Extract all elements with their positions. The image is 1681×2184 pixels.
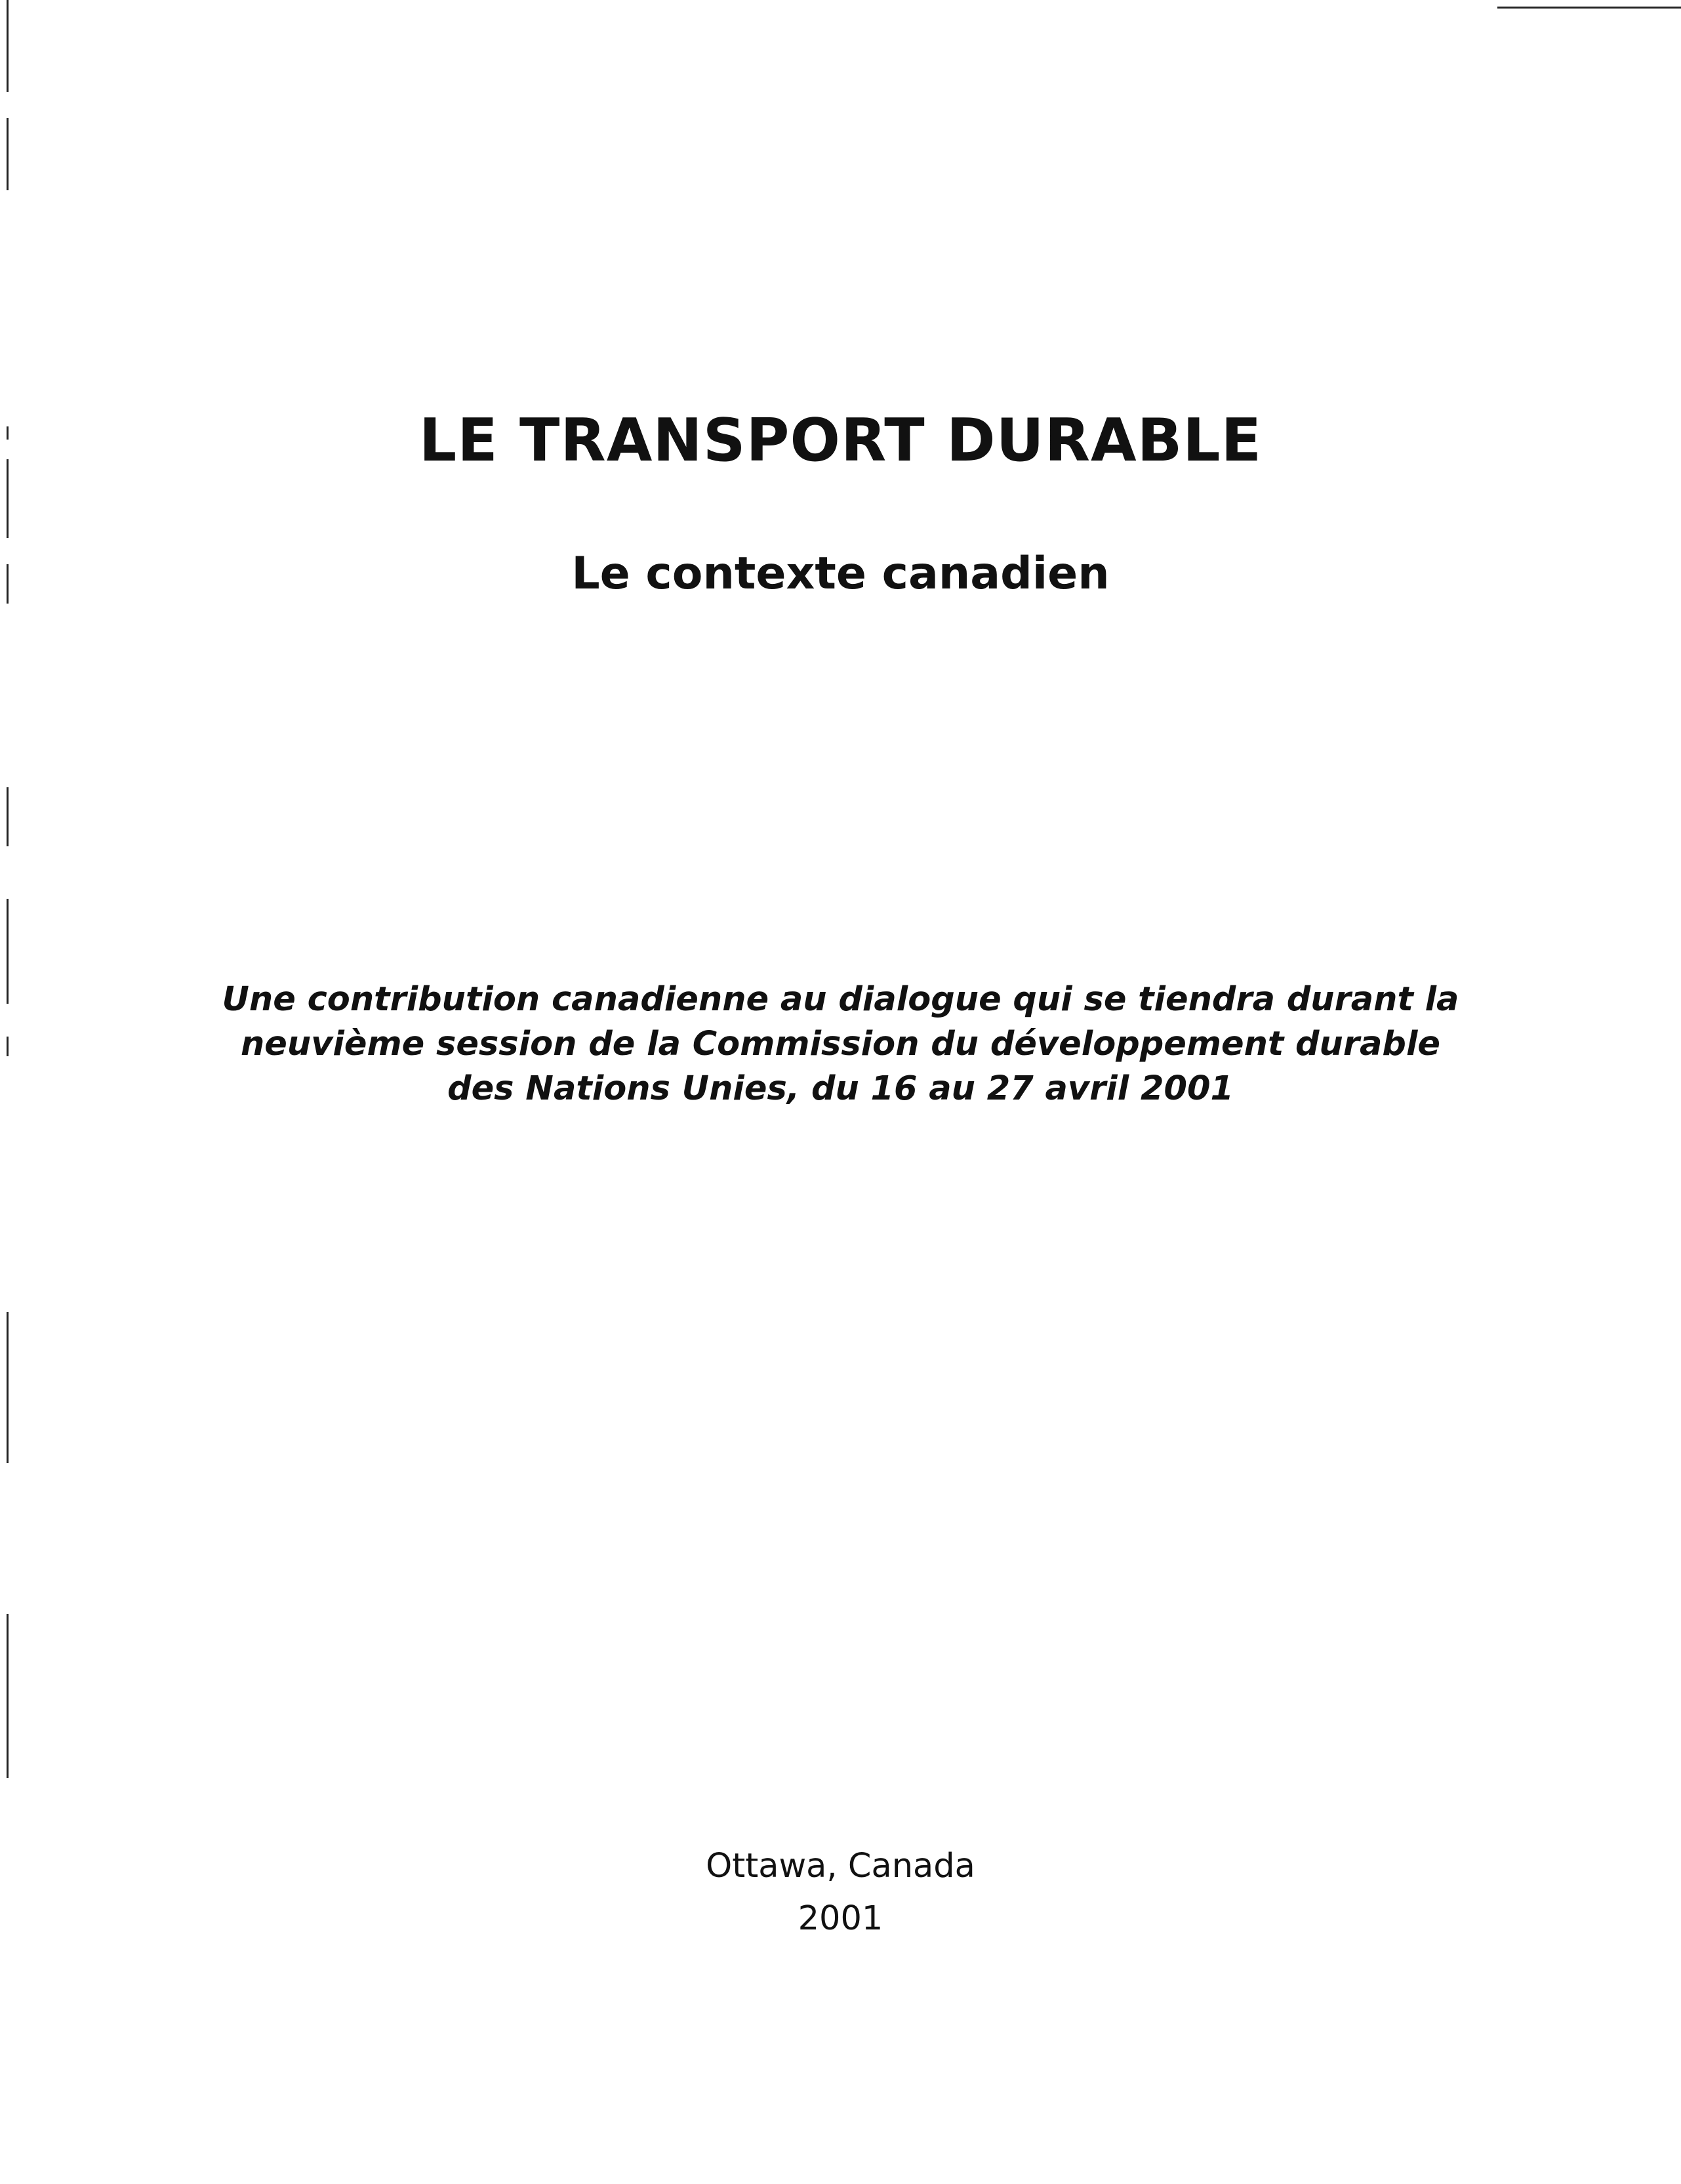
- publication-info: [0, 1840, 1681, 1945]
- scan-mark: [7, 1614, 9, 1778]
- scan-mark: [7, 1312, 9, 1463]
- context-line: neuvième session de la Commission du développement durable: [240, 1025, 1441, 1063]
- scan-edge-top: [1497, 7, 1681, 9]
- context-line: Une contribution canadienne au dialogue qui se tiendra durant la: [222, 980, 1459, 1019]
- scan-mark: [7, 0, 9, 92]
- scan-mark: [7, 787, 9, 846]
- publication-place: Ottawa, Canada: [706, 1847, 975, 1885]
- document-subtitle: Le contexte canadien: [571, 548, 1110, 600]
- scan-mark: [7, 118, 9, 190]
- document-title: LE TRANSPORT DURABLE: [418, 406, 1263, 475]
- context-line: des Nations Unies, du 16 au 27 avril 2001: [447, 1069, 1234, 1108]
- context-paragraph: [0, 978, 1681, 1111]
- publication-year: 2001: [798, 1899, 883, 1938]
